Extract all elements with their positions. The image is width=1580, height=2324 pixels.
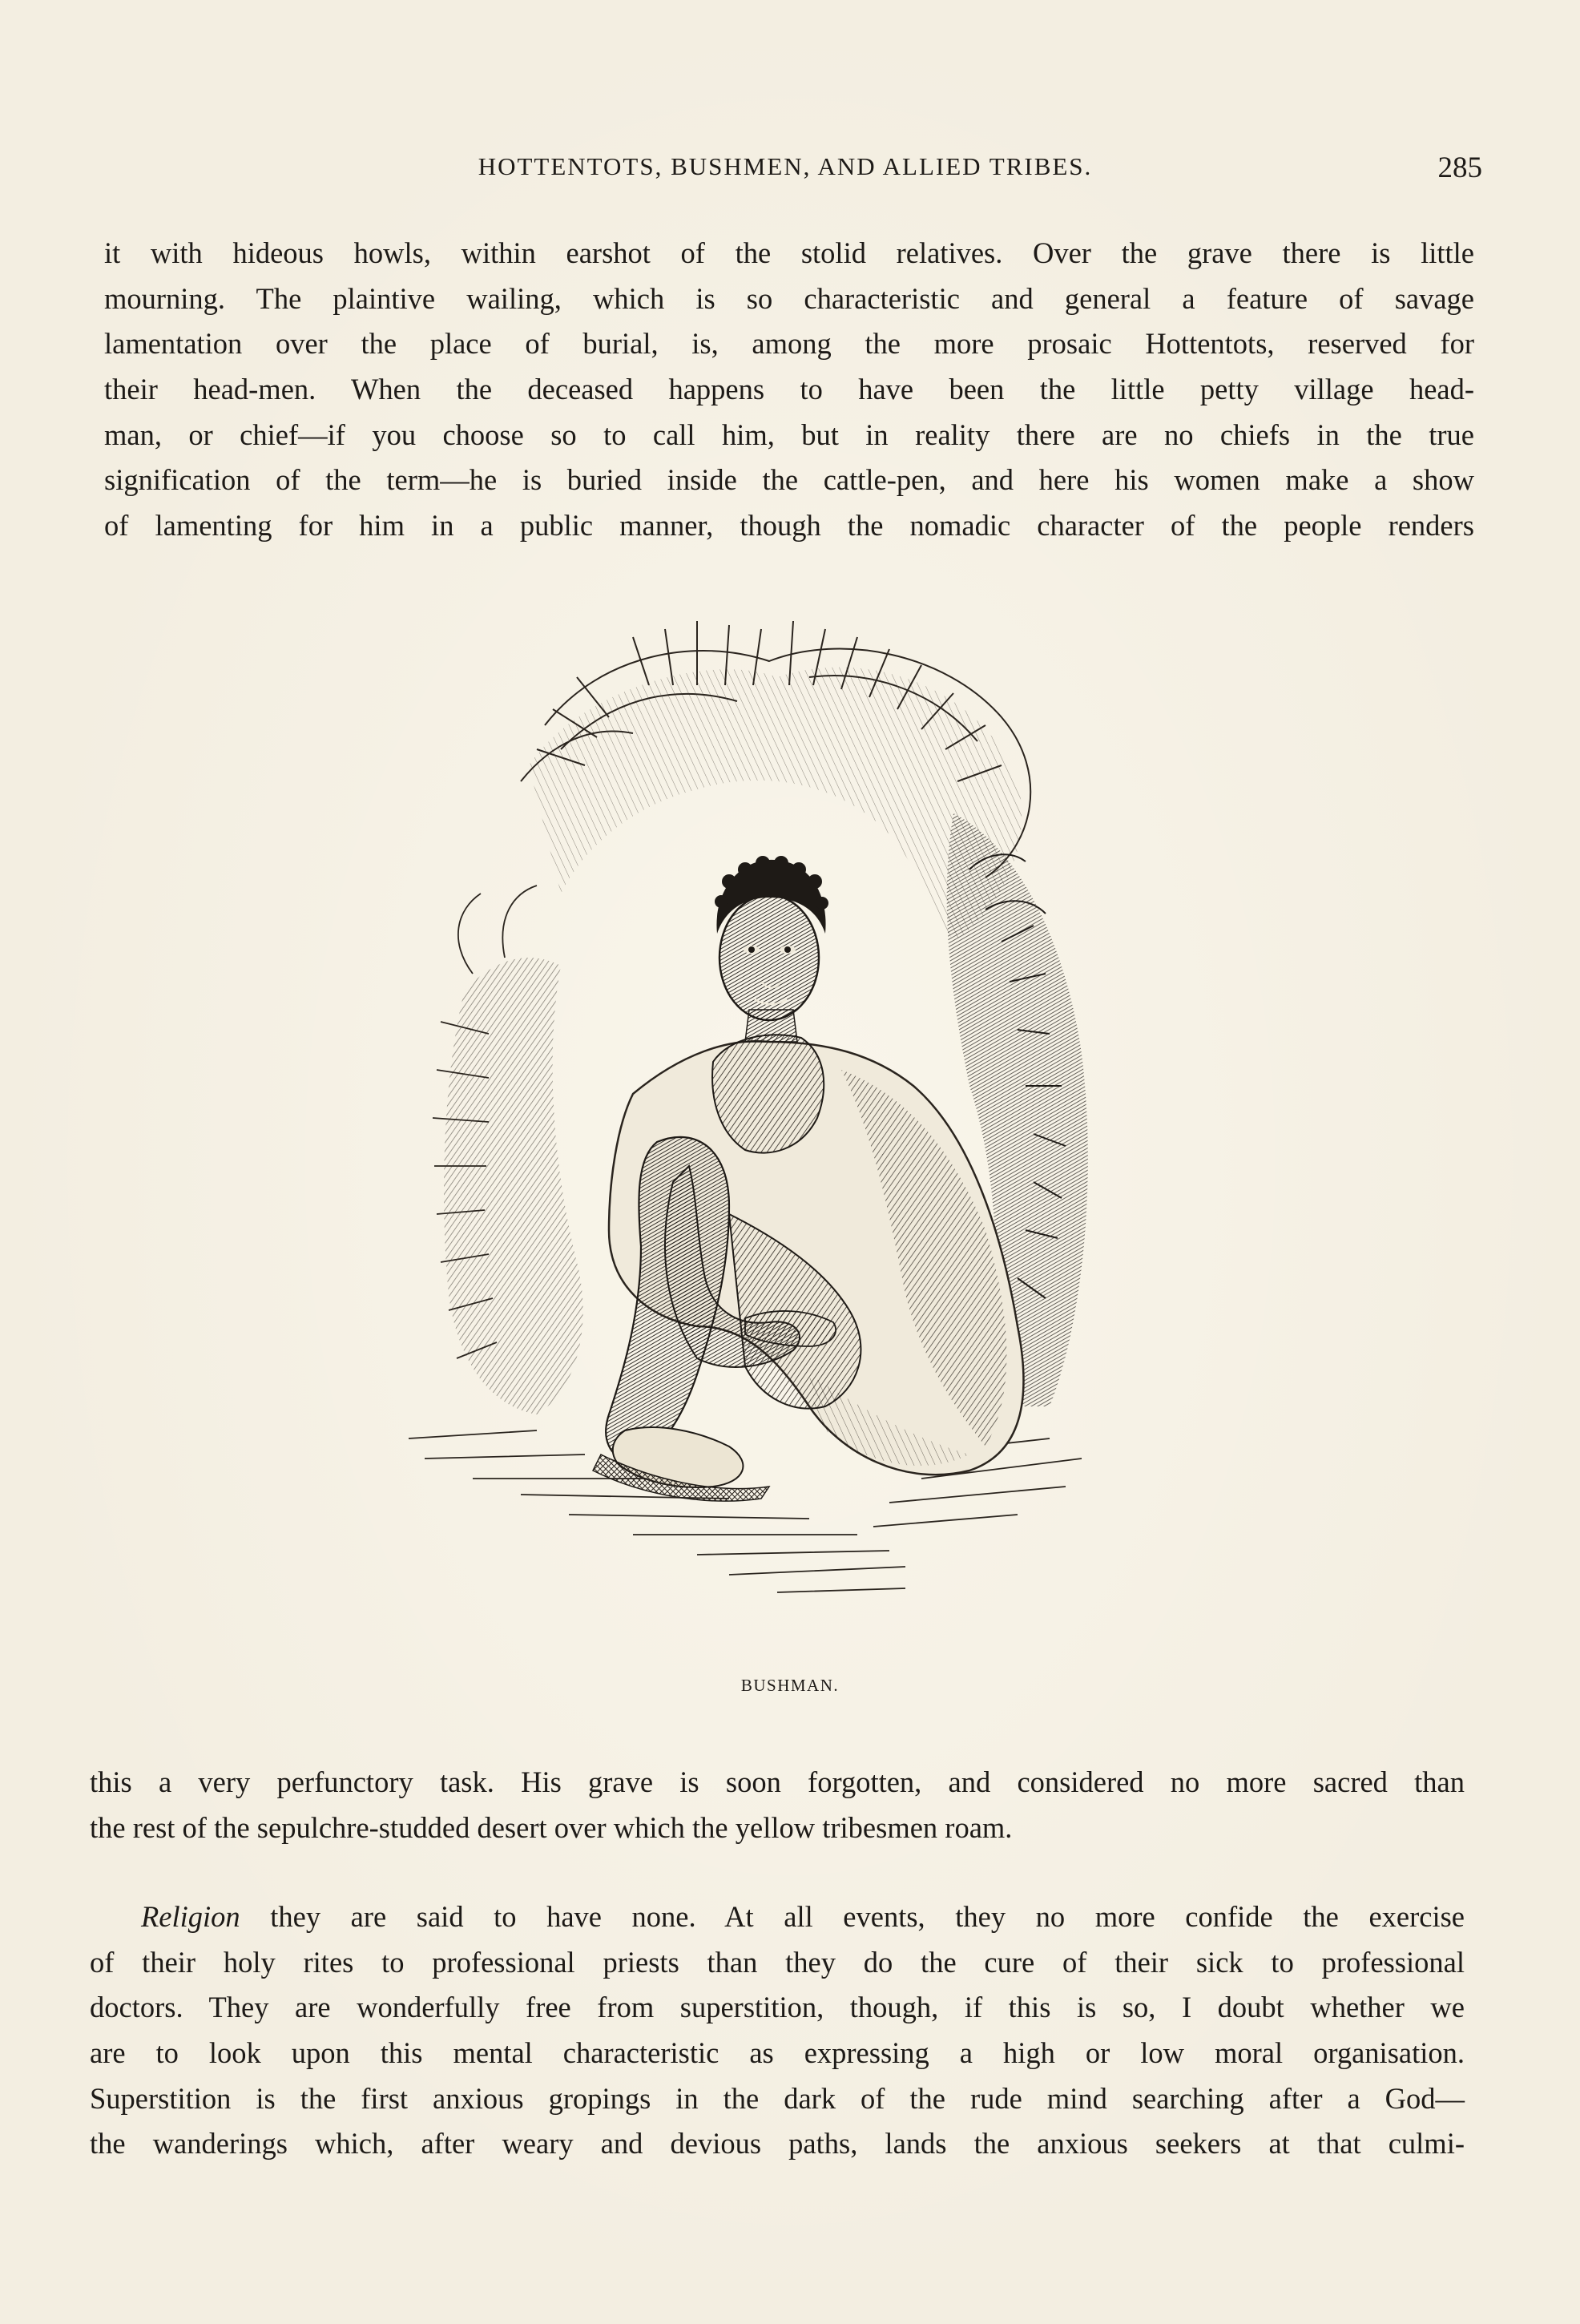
head [715,856,828,1020]
paragraph-3 [90,1894,1465,2167]
text-line: of lamenting for him in a public manner, though the nomadic character of the people renders [104,509,1474,543]
neck [745,1010,797,1042]
page-header [88,152,1482,192]
running-title: HOTTENTOTS, BUSHMEN, AND ALLIED TRIBES. [478,152,1093,180]
text-line: signification of the term—he is buried inside the cattle-pen, and here his women make a show [104,463,1474,497]
text-line: the rest of the sepulchre-studded desert over which the yellow tribesmen roam. [90,1810,1013,1844]
text-line: doctors. They are wonderfully free from superstition, though, if this is so, I doubt whether we [90,1991,1465,2024]
text-run: they are said to have none. At all events, they no more confide the exercise [240,1900,1465,1933]
illustration-caption: BUSHMAN. [740,1676,840,1695]
bushman-engraving [393,605,1186,1651]
paragraph-2 [90,1760,1465,1850]
text-line: man, or chief—if you choose so to call him, but in reality there are no chiefs in the true [104,418,1474,451]
text-line: their head-men. When the deceased happens to have been the little petty village head- [104,373,1474,406]
text-line: mourning. The plaintive wailing, which is so characteristic and general a feature of savage [104,281,1474,315]
italic-word: Religion [141,1900,240,1933]
text-line: Superstition is the first anxious gropings in the dark of the rude mind searching after a God— [90,2081,1465,2115]
text-line: lamentation over the place of burial, is, among the more prosaic Hottentots, reserved for [104,327,1474,361]
text-line: of their holy rites to professional priests than they do the cure of their sick to professional [90,1945,1465,1979]
text-line: it with hideous howls, within earshot of the stolid relatives. Over the grave there is little [104,236,1474,269]
left-bush [444,958,583,1414]
text-line: are to look upon this mental characteristic as expressing a high or low moral organisation. [90,2036,1465,2070]
text-line: this a very perfunctory task. His grave is soon forgotten, and considered no more sacred than [90,1765,1465,1798]
text-line [90,1894,1465,1940]
page-number: 285 [1437,151,1482,184]
paragraph-1 [104,231,1474,549]
text-line: the wanderings which, after weary and devious paths, lands the anxious seekers at that culmi- [90,2127,1465,2161]
